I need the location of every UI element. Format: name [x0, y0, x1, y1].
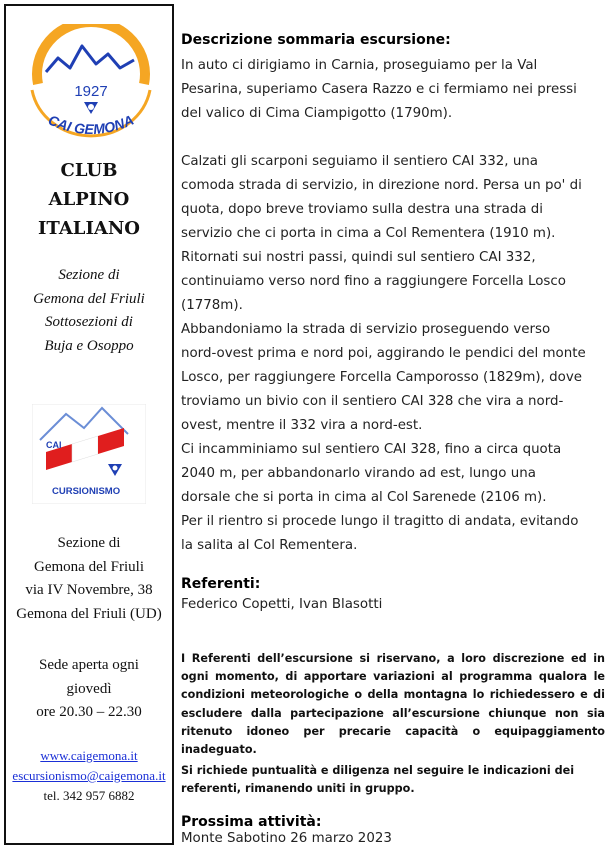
- address-line: Gemona del Friuli (UD): [16, 605, 162, 622]
- description-line: 2040 m, per abbandonarlo virando ad est, lungo una: [181, 466, 536, 481]
- section-line: Sezione di: [58, 267, 120, 283]
- section-line: Sottosezioni di: [45, 314, 133, 330]
- esc-logo-cai: CAI: [46, 440, 62, 450]
- sidebar-panel: [4, 4, 174, 845]
- description-line: Ritornati sui nostri passi, quindi sul sentiero CAI 332,: [181, 250, 536, 265]
- address-block: [6, 532, 172, 626]
- description-line: dorsale che si porta in cima al Col Sarenede (2106 m).: [181, 490, 547, 505]
- section-info: [6, 264, 172, 358]
- referents-names: Federico Copetti, Ivan Blasotti: [181, 597, 383, 612]
- contacts-block: [6, 746, 172, 806]
- description-line: ovest, mentre il 332 vira a nord-est.: [181, 418, 423, 433]
- section-line: Gemona del Friuli: [33, 290, 145, 307]
- punctuality-note: Si richiede puntualità e diligenza nel seguire le indicazioni dei referenti, rimanendo uniti in gruppo.: [181, 764, 575, 796]
- logo-year: 1927: [74, 83, 108, 100]
- description-line: Calzati gli scarponi seguiamo il sentiero CAI 332, una: [181, 154, 538, 169]
- description-line: la salita al Col Rementera.: [181, 538, 358, 553]
- cai-emblem-icon: [84, 102, 98, 114]
- hours-line: Sede aperta ogni: [39, 657, 139, 673]
- next-activity-text: Monte Sabotino 26 marzo 2023: [181, 831, 392, 846]
- description-line: comoda strada di servizio, in direzione nord. Persa un po' di: [181, 178, 582, 193]
- logo-name: CAI GEMONA: [45, 111, 137, 138]
- opening-hours: [6, 654, 172, 725]
- website-link[interactable]: www.caigemona.it: [40, 748, 138, 763]
- club-title-line: ALPINO: [48, 189, 130, 210]
- phone-number: tel. 342 957 6882: [43, 788, 135, 803]
- description-line: servizio che ci porta in cima a Col Rementera (1910 m).: [181, 226, 556, 241]
- description-line: quota, dopo breve troviamo sulla destra una strada di: [181, 202, 544, 217]
- description-title: Descrizione sommaria escursione:: [181, 32, 451, 48]
- description-line: In auto ci dirigiamo in Carnia, proseguiamo per la Val: [181, 58, 538, 73]
- disclaimer-text: I Referenti dell’escursione si riservano, a loro discrezione ed in ogni momento, di apportare variazioni al programma qualora le condizioni meteorologiche o della montagna lo richiedessero e di escludere dalla partecipazione all’escursione chiunque non sia ritenuto idoneo per precarie capacità o equipaggiamento inadeguato.: [181, 652, 605, 757]
- description-line: (1778m).: [181, 298, 243, 313]
- address-line: via IV Novembre, 38: [25, 582, 153, 598]
- cai-gemona-logo: [24, 24, 158, 146]
- address-line: Gemona del Friuli: [34, 558, 144, 575]
- description-line: Losco, per raggiungere Forcella Camporosso (1829m), dove: [181, 370, 582, 385]
- description-line: del valico di Cima Ciampigotto (1790m).: [181, 106, 453, 121]
- description-line: Ci incamminiamo sul sentiero CAI 328, fino a circa quota: [181, 442, 562, 457]
- escursionismo-logo: [32, 404, 146, 504]
- description-line: Abbandoniamo la strada di servizio proseguendo verso: [181, 322, 551, 337]
- section-line: Buja e Osoppo: [44, 337, 134, 354]
- description-line: troviamo un bivio con il sentiero CAI 328 che vira a nord-: [181, 394, 564, 409]
- esc-logo-word: CURSIONISMO: [52, 486, 121, 497]
- referents-title: Referenti:: [181, 576, 261, 592]
- description-line: nord-ovest prima e nord poi, aggirando le pendici del monte: [181, 346, 586, 361]
- next-activity-title: Prossima attività:: [181, 814, 322, 830]
- club-title-line: ITALIANO: [38, 218, 140, 239]
- description-line: continuiamo verso nord fino a raggiungere Forcella Losco: [181, 274, 566, 289]
- email-link[interactable]: escursionismo@caigemona.it: [12, 768, 166, 783]
- description-line: Pesarina, superiamo Casera Razzo e ci fermiamo nei pressi: [181, 82, 577, 97]
- address-line: Sezione di: [57, 535, 121, 551]
- club-title-line: CLUB: [60, 160, 118, 181]
- club-title: [6, 156, 172, 243]
- description-line: Per il rientro si procede lungo il tragitto di andata, evitando: [181, 514, 579, 529]
- hours-line: ore 20.30 – 22.30: [36, 704, 142, 720]
- hours-line: giovedì: [66, 680, 112, 697]
- description-body: [181, 54, 605, 558]
